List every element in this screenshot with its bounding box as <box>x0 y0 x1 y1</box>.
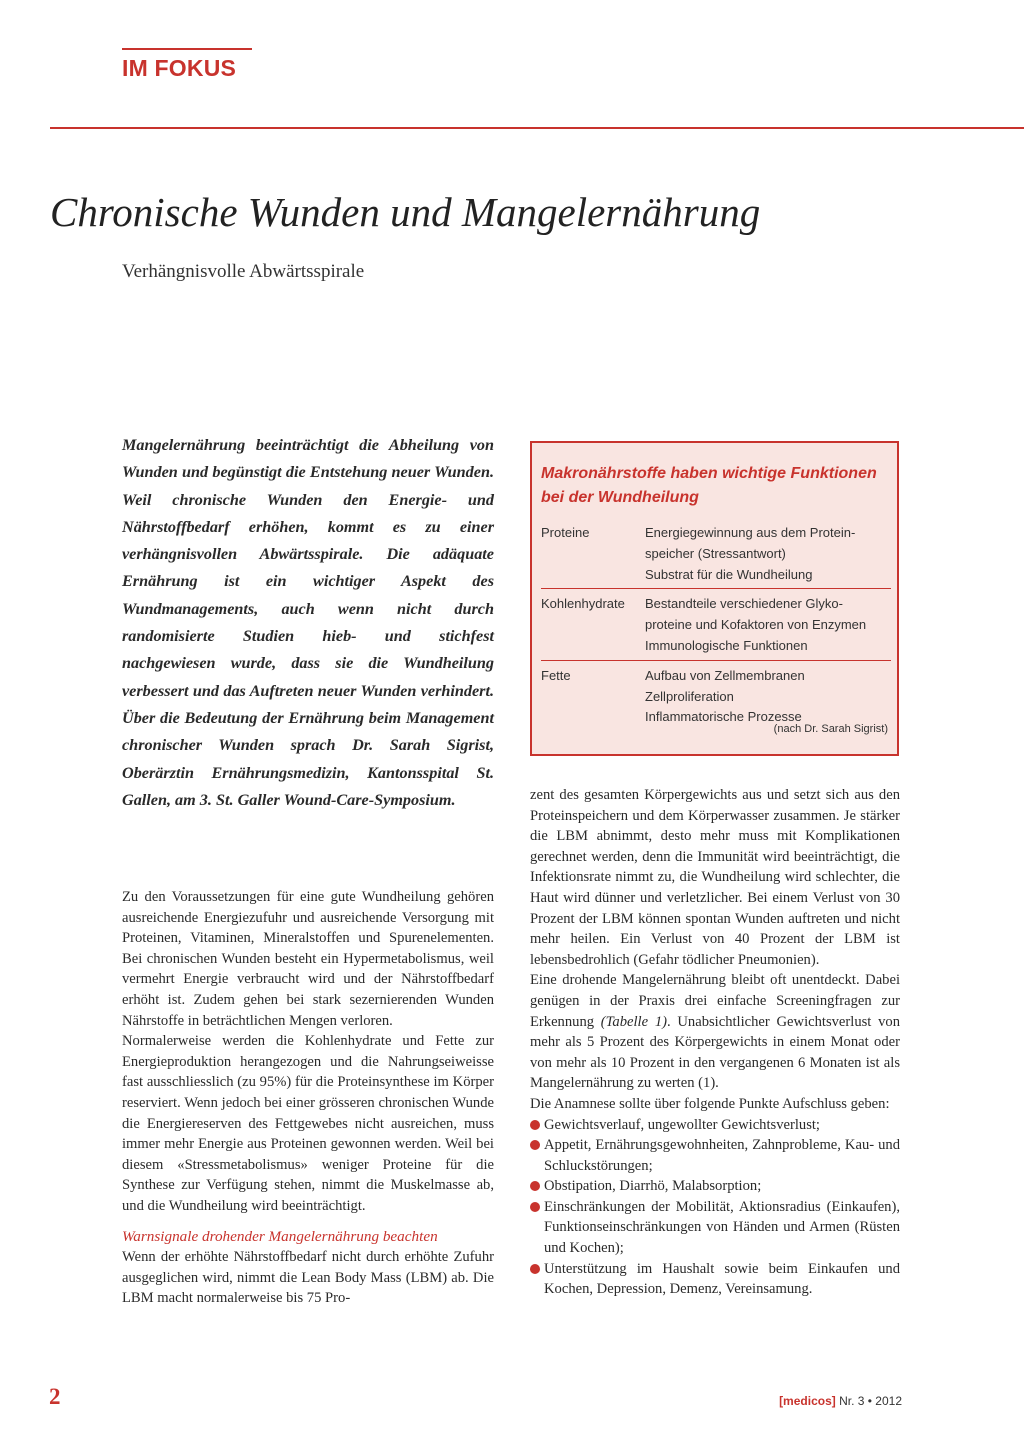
info-item: Bestandteile verschiedener Glyko- <box>645 596 843 612</box>
footer-issue <box>779 1394 902 1408</box>
list-item: Appetit, Ernährungsgewohnheiten, Zahnprobleme, Kau- und Schluckstörungen; <box>530 1135 900 1176</box>
footer-issue-number: Nr. 3 • 2012 <box>839 1394 902 1408</box>
info-item: proteine und Kofaktoren von Enzymen <box>645 617 867 633</box>
info-box-table <box>541 523 891 728</box>
info-row-fette <box>541 660 891 728</box>
body-text: Eine drohende Mangelernährung bleibt oft unentdeckt. Dabei genügen in der Praxis drei einfache Screeningfragen zur Erkennung <box>530 972 900 1030</box>
page-number: 2 <box>49 1384 61 1409</box>
list-item: Obstipation, Diarrhö, Malabsorption; <box>530 1176 900 1197</box>
anamnesis-list <box>530 1115 900 1300</box>
info-box-title: Makronährstoffe haben wichtige Funktionen bei der Wundheilung <box>541 465 877 506</box>
rubric-line <box>122 48 252 50</box>
article-title: Chronische Wunden und Mangelernährung <box>50 189 761 235</box>
section-subheading: Warnsignale drohender Mangelernährung beachten <box>122 1227 438 1245</box>
list-item: Gewichtsverlauf, ungewollter Gewichtsverlust; <box>530 1115 900 1136</box>
info-row-items <box>645 594 891 656</box>
info-item: Substrat für die Wundheilung <box>645 566 813 582</box>
article-subtitle: Verhängnisvolle Abwärtsspirale <box>122 261 365 282</box>
lead-paragraph <box>122 432 494 814</box>
info-item: Zellproliferation <box>645 688 734 704</box>
body-paragraph: Zu den Voraussetzungen für eine gute Wundheilung gehören ausreichende Energiezufuhr und ausreichende Versorgung mit Proteinen, Vitaminen, Mineralstoffen und Spurenelementen. Bei chronischen Wunden besteht ein Hypermetabolismus, weil vermehrt Energie verbraucht wird und der Nährstoffbedarf erhöht ist. Zudem gehen bei stark sezernierenden Wunden Nährstoffe in beträchtlichen Mengen verloren. <box>122 889 494 1029</box>
info-row-label: Proteine <box>541 525 590 540</box>
body-column-right <box>530 785 900 1300</box>
info-row-proteine <box>541 523 891 585</box>
footer-brand: [medicos] <box>779 1394 836 1408</box>
info-row-items <box>645 666 891 728</box>
info-row-label: Kohlenhydrate <box>541 596 625 612</box>
table-reference: (Tabelle 1) <box>600 1013 667 1030</box>
body-paragraph: Normalerweise werden die Kohlenhydrate und Fette zur Energieproduktion herangezogen und die Nahrungseiweisse fast ausschliesslich (zu 95%) für die Proteinsynthese im Körper reserviert. Wenn jedoch bei einer grösseren chronischen Wunde die Energiereserven des Fettgewebes nicht ausreichen, muss immer mehr Energie aus Proteinen gewonnen werden. Weil bei diesem «Stressmetabolismus» weniger Proteine für die Synthese zur Verfügung stehen, nimmt die Muskelmasse ab, und die Wundheilung wird beeinträchtigt. <box>122 1033 494 1214</box>
body-text: . Unabsichtlicher Gewichtsverlust von mehr als 5 Prozent des Körpergewichts in einem Monat oder von mehr als 10 Prozent in den vergangenen 6 Monaten ist als Mangelernährung zu werten (1). <box>530 1013 900 1092</box>
info-item: Energiegewinnung aus dem Protein- <box>645 525 856 540</box>
info-item: speicher (Stressantwort) <box>645 545 786 561</box>
body-paragraph: Wenn der erhöhte Nährstoffbedarf nicht durch erhöhte Zufuhr ausgeglichen wird, nimmt die Lean Body Mass (LBM) ab. Die LBM macht normalerweise bis 75 Pro- <box>122 1249 494 1307</box>
info-row-items <box>645 523 891 585</box>
info-box <box>530 441 899 756</box>
body-paragraph <box>530 970 900 1094</box>
info-row-kohlenhydrate <box>541 588 891 656</box>
info-item: Inflammatorische Prozesse <box>645 709 802 725</box>
body-column-left <box>122 887 494 1309</box>
lead-text: Mangelernährung beeinträchtigt die Abheilung von Wunden und begünstigt die Entstehung neuer Wunden. Weil chronische Wunden den Energie- und Nährstoffbedarf erhöhen, kommt es zu einer verhängnisvollen Abwärtsspirale. Die adäquate Ernährung ist ein wichtiger Aspekt des Wundmanagements, auch wenn nicht durch randomisierte Studien hieb- und stichfest nachgewiesen wurde, dass sie die Wundheilung verbessert und das Auftreten neuer Wunden verhindert. Über die Bedeutung der Ernährung beim Management chronischer Wunden sprach Dr. Sarah Sigrist, Oberärztin Ernährungsmedizin, Kantonsspital St. Gallen, am 3. St. Galler Wound-Care-Symposium. <box>122 436 494 809</box>
header-rule <box>50 127 1024 129</box>
list-item: Unterstützung im Haushalt sowie beim Einkaufen und Kochen, Depression, Demenz, Vereinsamung. <box>530 1259 900 1300</box>
info-item: Aufbau von Zellmembranen <box>645 667 805 683</box>
section-rubric: IM FOKUS <box>122 55 237 81</box>
body-paragraph: zent des gesamten Körpergewichts aus und setzt sich aus den Proteinspeichern und dem Körperwasser zusammen. Je stärker die LBM abnimmt, desto mehr muss mit Komplikationen gerechnet werden, denn die Immunität wird beeinträchtigt, die Infektionsrate nimmt zu, die Wundheilung wird schlechter, die Haut wird dünner und verletzlicher. Bei einem Verlust von 30 Prozent der LBM können spontan Wunden auftreten und nicht mehr heilen. Ein Verlust von 40 Prozent der LBM ist lebensbedrohlich (Gefahr tödlicher Pneumonien). <box>530 787 900 968</box>
body-paragraph: Die Anamnese sollte über folgende Punkte Aufschluss geben: <box>530 1095 890 1112</box>
info-item: Immunologische Funktionen <box>645 637 808 653</box>
info-row-label: Fette <box>541 667 571 683</box>
list-item: Einschränkungen der Mobilität, Aktionsradius (Einkaufen), Funktionseinschränkungen von Händen und Armen (Rüsten und Kochen); <box>530 1197 900 1259</box>
info-box-source: (nach Dr. Sarah Sigrist) <box>773 723 888 735</box>
